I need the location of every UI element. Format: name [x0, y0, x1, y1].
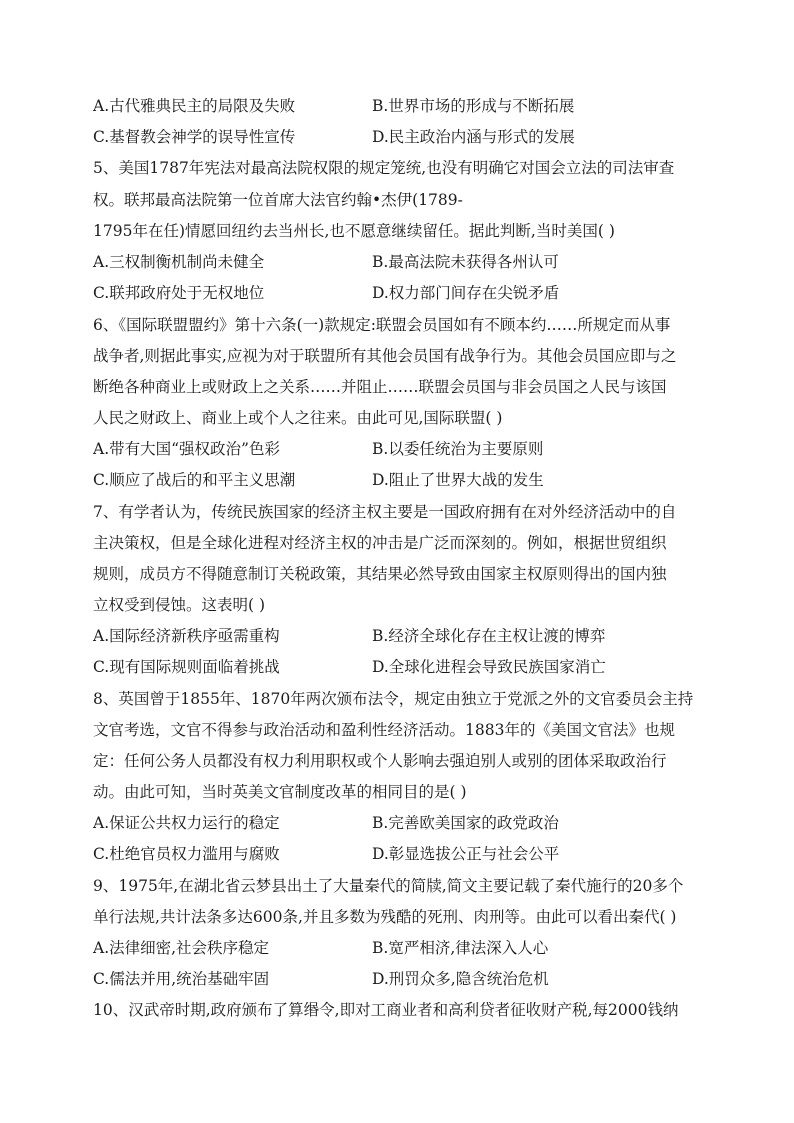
q8-stem-line-3: 定：任何公务人员都没有权力利用职权或个人影响去强迫别人或别的团体采取政治行: [93, 752, 667, 770]
q8-option-a: A.保证公共权力运行的稳定: [93, 814, 280, 832]
q5-stem-line-3: 1795年在任)情愿回纽约去当州长,也不愿意继续留任。据此判断,当时美国( ): [93, 222, 615, 240]
q8-stem-line-2: 文官考选，文官不得参与政治活动和盈利性经济活动。1883年的《美国文官法》也规: [93, 721, 675, 739]
q4-option-d: D.民主政治内涵与形式的发展: [372, 128, 575, 146]
q5-stem-line-1: 5、美国1787年宪法对最高法院权限的规定笼统,也没有明确它对国会立法的司法审查: [93, 159, 675, 177]
q6-stem-line-1: 6、《国际联盟盟约》第十六条(一)款规定:联盟会员国如有不顾本约……所规定而从事: [93, 316, 671, 334]
q6-stem-line-2: 战争者,则据此事实,应视为对于联盟所有其他会员国有战争行为。其他会员国应即与之: [93, 347, 677, 365]
q5-option-b: B.最高法院未获得各州认可: [372, 253, 559, 271]
q5-option-d: D.权力部门间存在尖锐矛盾: [372, 284, 560, 302]
q4-option-a: A.古代雅典民主的局限及失败: [93, 97, 296, 115]
q8-stem-line-4: 动。由此可知，当时英美文官制度改革的相同目的是( ): [93, 783, 467, 801]
q7-stem-line-2: 主决策权，但是全球化进程对经济主权的冲击是广泛而深刻的。例如，根据世贸组织: [93, 534, 667, 552]
q7-stem-line-1: 7、有学者认为，传统民族国家的经济主权主要是一国政府拥有在对外经济活动中的自: [93, 503, 677, 521]
q8-option-c: C.杜绝官员权力滥用与腐败: [93, 845, 280, 863]
q6-option-c: C.顺应了战后的和平主义思潮: [93, 471, 296, 489]
q4-option-c: C.基督教会神学的误导性宣传: [93, 128, 296, 146]
q7-option-c: C.现有国际规则面临着挑战: [93, 658, 280, 676]
q9-option-b: B.宽严相济,律法深入人心: [372, 939, 549, 957]
q6-option-b: B.以委任统治为主要原则: [372, 440, 544, 458]
q9-option-d: D.刑罚众多,隐含统治危机: [372, 970, 549, 988]
q7-stem-line-3: 规则，成员方不得随意制订关税政策，其结果必然导致由国家主权原则得出的国内独: [93, 565, 667, 583]
q4-option-b: B.世界市场的形成与不断拓展: [372, 97, 575, 115]
q9-stem-line-2: 单行法规,共计法条多达600条,并且多数为残酷的死刑、肉刑等。由此可以看出秦代( ): [93, 908, 677, 926]
q7-option-b: B.经济全球化存在主权让渡的博弈: [372, 627, 606, 645]
q10-stem-line-1: 10、汉武帝时期,政府颁布了算缗令,即对工商业者和高利贷者征收财产税,每2000钱纳: [93, 1001, 679, 1019]
q6-option-a: A.带有大国“强权政治”色彩: [93, 440, 280, 458]
q6-option-d: D.阻止了世界大战的发生: [372, 471, 544, 489]
q6-stem-line-4: 人民之财政上、商业上或个人之往来。由此可见,国际联盟( ): [93, 409, 503, 427]
q7-stem-line-4: 立权受到侵蚀。这表明( ): [93, 596, 266, 614]
q5-option-c: C.联邦政府处于无权地位: [93, 284, 265, 302]
q9-option-a: A.法律细密,社会秩序稳定: [93, 939, 270, 957]
q6-stem-line-3: 断绝各种商业上或财政上之关系……并阻止……联盟会员国与非会员国之人民与该国: [93, 378, 667, 396]
q8-option-d: D.彰显选拔公正与社会公平: [372, 845, 560, 863]
q7-option-d: D.全球化进程会导致民族国家消亡: [372, 658, 606, 676]
q8-option-b: B.完善欧美国家的政党政治: [372, 814, 559, 832]
q9-stem-line-1: 9、1975年,在湖北省云梦县出土了大量秦代的简牍,简文主要记载了秦代施行的20多个: [93, 877, 684, 895]
q8-stem-line-1: 8、英国曾于1855年、1870年两次颁布法令，规定由独立于党派之外的文官委员会主持: [93, 690, 694, 708]
q5-stem-line-2: 权。联邦最高法院第一位首席大法官约翰•杰伊(1789-: [93, 191, 463, 209]
q7-option-a: A.国际经济新秩序亟需重构: [93, 627, 280, 645]
q5-option-a: A.三权制衡机制尚未健全: [93, 253, 265, 271]
q9-option-c: C.儒法并用,统治基础牢固: [93, 970, 270, 988]
